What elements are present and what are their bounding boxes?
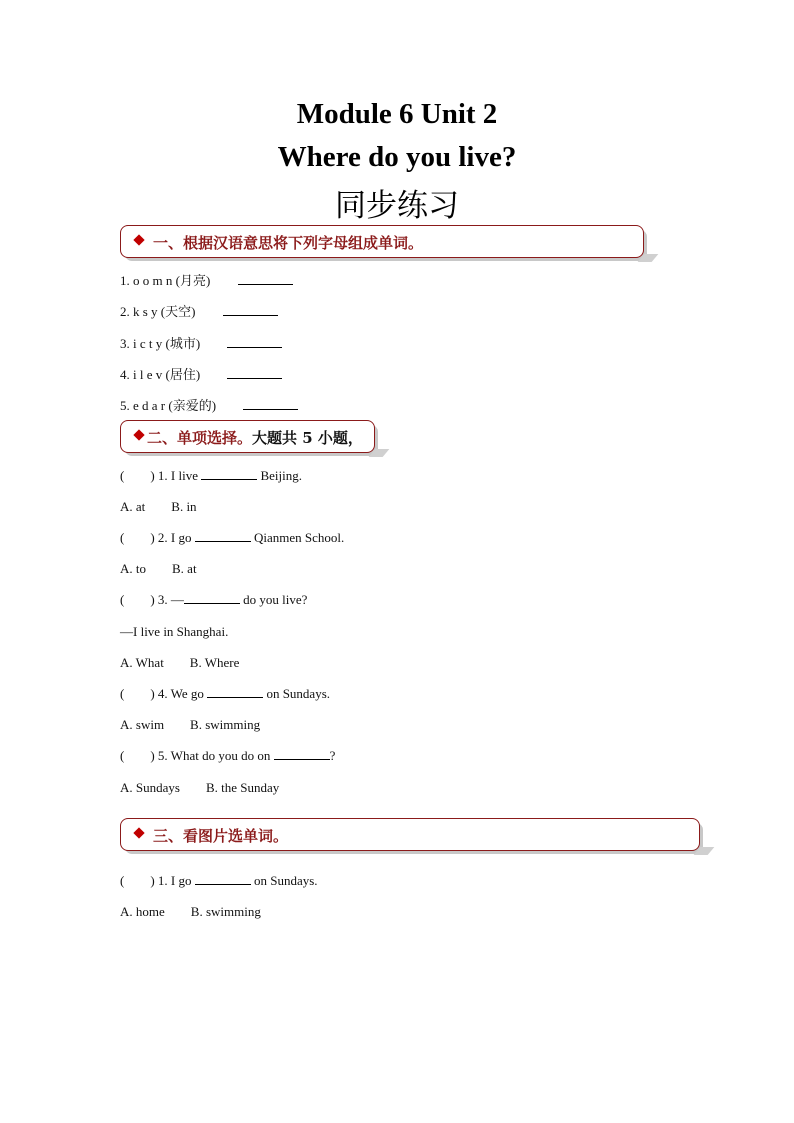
question-text: ( ) 1. I go [120,873,192,888]
question-tail: ? [329,748,336,763]
diamond-bullet-icon [133,234,144,245]
options-text: A. home B. swimming [120,904,261,919]
options-q1 [120,499,197,515]
answer-q3 [120,624,228,640]
answer-blank[interactable] [227,346,282,348]
item-text: 3. i c t y (城市) [120,336,201,351]
section-label [147,427,363,448]
answer-blank[interactable] [201,478,257,480]
options-text: A. at B. in [120,499,197,514]
diamond-bullet-icon [133,827,144,838]
options-text: A. to B. at [120,561,197,576]
options-text: A. What B. Where [120,655,240,670]
question-text: ( ) 2. I go [120,530,192,545]
diamond-bullet-icon [133,429,144,440]
options-p3-q1 [120,904,261,920]
list-item [120,395,298,414]
question-q3 [120,592,307,608]
options-q3 [120,655,239,671]
question-tail: on Sundays. [266,686,330,701]
section-header-3 [120,818,700,851]
list-item [120,301,278,320]
options-text: A. Sundays B. the Sunday [120,780,280,795]
answer-blank[interactable] [207,696,263,698]
list-item [120,364,282,383]
section-header-1 [120,225,644,258]
answer-blank[interactable] [238,283,293,285]
section-title: 二、单项选择。 [147,429,253,447]
item-text: 5. e d a r (亲爱的) [120,398,217,413]
dialogue-text: —I live in Shanghai. [120,624,229,639]
answer-blank[interactable] [243,408,298,410]
question-tail: do you live? [243,592,308,607]
section-label [153,232,423,253]
item-text: 4. i l e v (居住) [120,367,201,382]
question-q2 [120,530,344,546]
question-p3-q1 [120,873,318,889]
question-text: ( ) 4. We go [120,686,204,701]
answer-blank[interactable] [195,540,251,542]
question-text: ( ) 5. What do you do on [120,748,271,763]
answer-blank[interactable] [227,377,282,379]
section-label [153,825,288,846]
list-item [120,333,282,352]
question-q4 [120,686,330,702]
question-tail: Qianmen School. [254,530,345,545]
options-q2 [120,561,197,577]
item-text: 1. o o m n (月亮) [120,273,211,288]
options-q5 [120,780,279,796]
question-text: ( ) 3. — [120,592,184,607]
options-q4 [120,717,260,733]
section-note: 大题共 5 小题， [252,429,363,447]
title-practice: 同步练习 [335,188,459,224]
shadow-tail [369,449,390,457]
question-q1 [120,468,302,484]
question-tail: Beijing. [260,468,303,483]
answer-blank[interactable] [195,883,251,885]
section-title: 三、看图片选单词。 [153,827,289,845]
section-title: 一、根据汉语意思将下列字母组成单词。 [153,234,424,252]
title-unit: Where do you live? [277,141,517,173]
question-text: ( ) 1. I live [120,468,198,483]
shadow-tail [694,847,715,855]
question-q5 [120,748,335,764]
answer-blank[interactable] [274,758,330,760]
options-text: A. swim B. swimming [120,717,261,732]
answer-blank[interactable] [223,314,278,316]
question-tail: on Sundays. [254,873,318,888]
answer-blank[interactable] [184,602,240,604]
list-item [120,270,293,289]
section-header-2 [120,420,375,453]
item-text: 2. k s y (天空) [120,304,196,319]
title-module: Module 6 Unit 2 [296,98,498,130]
shadow-tail [638,254,659,262]
